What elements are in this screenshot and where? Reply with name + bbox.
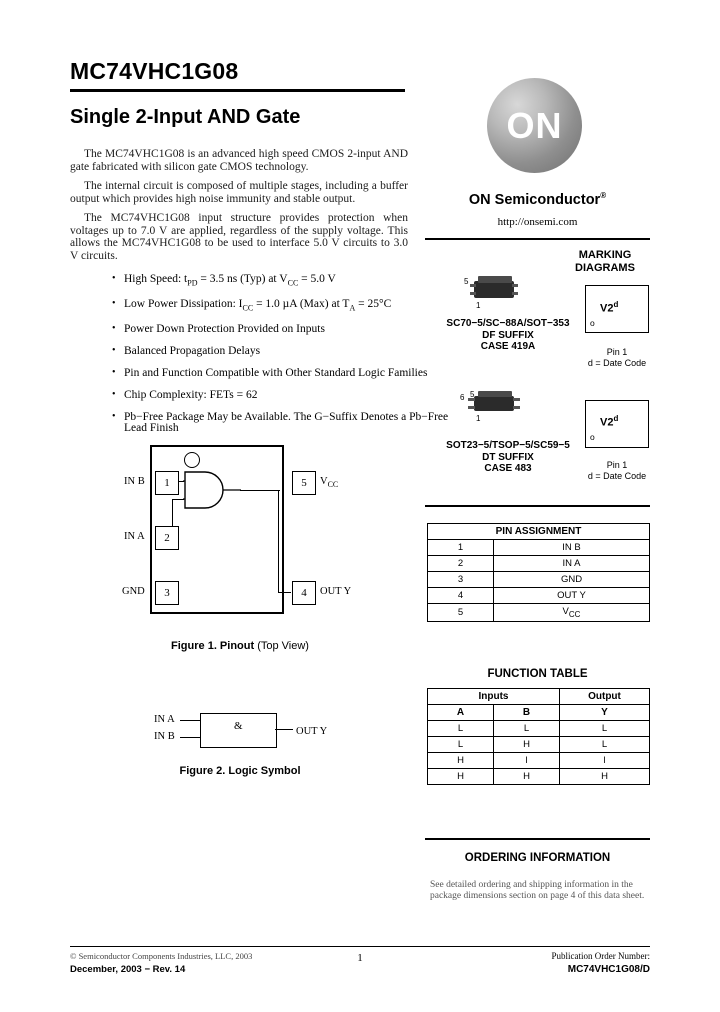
list-item: • Chip Complexity: FETs = 62 (110, 390, 455, 401)
footer-page-number: 1 (357, 952, 363, 964)
logic-label-ina: IN A (154, 714, 175, 725)
function-table-title: FUNCTION TABLE (487, 668, 588, 680)
pkg2-line2: DT SUFFIX (482, 451, 534, 463)
cell-b: H (494, 769, 560, 785)
footer-date-rev: December, 2003 − Rev. 14 (70, 964, 186, 975)
pin-assignment-title: PIN ASSIGNMENT (428, 524, 650, 540)
and-operator-glyph: & (234, 720, 243, 732)
list-item: • Balanced Propagation Delays (110, 346, 455, 357)
marking-heading-line2: DIAGRAMS (575, 262, 635, 274)
pkg2-line3: CASE 483 (484, 463, 532, 474)
pin-assignment-table (427, 523, 650, 622)
pin-label-vcc: $V_{CC}$ (320, 476, 339, 490)
and-gate-icon (183, 468, 243, 513)
cell-b: l (494, 753, 560, 769)
wire-sym-a (180, 720, 200, 721)
features-list (70, 274, 455, 446)
col-header-b: B (494, 705, 560, 721)
list-item: • Pin and Function Compatible with Other Standard Logic Families (110, 368, 455, 379)
brand-url[interactable]: http://onsemi.com (497, 216, 578, 228)
col-header-y: Y (560, 705, 650, 721)
registered-mark: ® (600, 191, 607, 200)
cell-a: L (428, 721, 494, 737)
ordering-information-note: See detailed ordering and shipping information in the package dimensions section on page 4 of this data sheet. (430, 880, 645, 901)
wire-outy-drop (278, 490, 279, 593)
pin-box-1: 1 (155, 471, 179, 495)
cell-y: H (560, 769, 650, 785)
marking-note-1 (572, 347, 662, 369)
wire-ina-seg (172, 499, 184, 500)
pin-box-2: 2 (155, 526, 179, 550)
pin-name: IN A (494, 556, 650, 572)
wire-sym-b (180, 737, 200, 738)
table-row (428, 721, 650, 737)
function-table-inputs-header: Inputs (428, 689, 560, 705)
brand-name (425, 191, 650, 208)
cell-b: L (494, 721, 560, 737)
pkg1-line2: DF SUFFIX (482, 329, 534, 341)
table-header-row (428, 705, 650, 721)
pkg1-line1: SC70−5/SC−88A/SOT−353 (446, 318, 570, 329)
figure-2-caption: Figure 2. Logic Symbol (179, 765, 301, 777)
footer-pub-number: MC74VHC1G08/D (567, 964, 650, 975)
pin-number: 1 (428, 540, 494, 556)
pin-label-ina: IN A (124, 531, 145, 542)
pkg2-pin-top: 5 (470, 390, 475, 399)
divider-1 (425, 238, 650, 240)
figure-1-caption (70, 640, 410, 652)
marking-sub-1: o (590, 318, 595, 328)
title-divider (70, 89, 405, 92)
wire-sym-y (275, 729, 293, 730)
pin-label-gnd: GND (122, 586, 145, 597)
pkg2-line1: SOT23−5/TSOP−5/SC59−5 (446, 440, 570, 451)
wire-outy-top (240, 490, 280, 491)
cell-a: H (428, 769, 494, 785)
ordering-information-title: ORDERING INFORMATION (464, 852, 611, 864)
package-1-name (428, 318, 588, 353)
intro-paragraph-2: The internal circuit is composed of multiple stages, including a buffer output which provides high noise immunity and stable output. (70, 180, 408, 205)
table-header-row (428, 524, 650, 540)
figure-1-caption-rest: (Top View) (257, 640, 309, 652)
divider-3 (425, 838, 650, 840)
pin-number: 2 (428, 556, 494, 572)
intro-paragraph-3: The MC74VHC1G08 input structure provides protection when voltages up to 7.0 V are applied, regardless of the supply voltage. This allows the MC74VHC1G08 to be used to interface 5.0 V circuits to 3.0 V circuits. (70, 212, 408, 262)
cell-y: L (560, 721, 650, 737)
logic-label-inb: IN B (154, 731, 175, 742)
marking-code-1: V2$^d$ (600, 300, 619, 315)
pkg1-note2: d = Date Code (587, 358, 647, 368)
footer-left (70, 950, 370, 976)
brand-name-text: ON Semiconductor (468, 191, 601, 208)
marking-diagrams-heading (560, 249, 650, 275)
divider-2 (425, 505, 650, 507)
footer-pub-label: Publication Order Number: (551, 951, 650, 961)
footer-right (420, 950, 650, 976)
package-2-name (428, 440, 588, 475)
function-table-output-header: Output (560, 689, 650, 705)
pin-name: IN B (494, 540, 650, 556)
pin-label-inb: IN B (124, 476, 145, 487)
pin1-indicator-icon (184, 452, 200, 468)
pin-box-3: 3 (155, 581, 179, 605)
list-item: • Low Power Dissipation: $I_{CC} = 1.0$ µA (Max) at $T_A = 25^\circ C$ (110, 299, 455, 313)
pin-label-outy: OUT Y (320, 586, 352, 597)
pin-box-4: 4 (292, 581, 316, 605)
pkg1-line3: CASE 419A (480, 341, 536, 352)
pin-number: 5 (428, 604, 494, 622)
table-row (428, 769, 650, 785)
function-table (427, 688, 650, 785)
table-row (428, 604, 650, 622)
list-item: • Power Down Protection Provided on Inputs (110, 324, 455, 335)
pin-box-5: 5 (292, 471, 316, 495)
pkg2-note1: Pin 1 (606, 460, 628, 470)
marking-note-2 (572, 460, 662, 482)
table-row (428, 588, 650, 604)
footer-copyright: © Semiconductor Components Industries, LLC, 2003 (70, 951, 253, 961)
table-row (428, 753, 650, 769)
footer-divider (70, 946, 650, 947)
pkg2-pin-bottom: 1 (476, 414, 481, 423)
intro-paragraph-1: The MC74VHC1G08 is an advanced high speed CMOS 2‑input AND gate fabricated with silicon gate CMOS technology. (70, 148, 408, 173)
marking-code-2: V2$^d$ (600, 414, 619, 429)
pkg1-pin-top: 5 (464, 277, 469, 286)
list-item: • Pb−Free Package May be Available. The G−Suffix Denotes a Pb−Free Lead Finish (110, 412, 455, 434)
cell-y: l (560, 753, 650, 769)
pin-name: OUT Y (494, 588, 650, 604)
pkg2-pin-extra: 6 (460, 393, 465, 402)
logic-label-outy: OUT Y (296, 726, 328, 737)
cell-y: L (560, 737, 650, 753)
pkg1-note1: Pin 1 (606, 347, 628, 357)
on-logo-text: ON (506, 104, 563, 146)
table-group-header-row (428, 689, 650, 705)
pin-number: 4 (428, 588, 494, 604)
page-title: MC74VHC1G08 (70, 58, 239, 84)
document-subtitle: Single 2‑Input AND Gate (70, 106, 301, 128)
table-row (428, 737, 650, 753)
pkg2-note2: d = Date Code (587, 471, 647, 481)
table-row (428, 556, 650, 572)
figure-1-caption-bold: Figure 1. Pinout (171, 640, 258, 652)
pin-name: $V_{CC}$ (494, 604, 650, 622)
pkg1-pin-bottom: 1 (476, 301, 481, 310)
wire-outy (278, 592, 291, 593)
table-row (428, 540, 650, 556)
cell-b: H (494, 737, 560, 753)
cell-a: H (428, 753, 494, 769)
marking-heading-line1: MARKING (578, 249, 632, 261)
table-row (428, 572, 650, 588)
cell-a: L (428, 737, 494, 753)
marking-sub-2: o (590, 432, 595, 442)
pin-number: 3 (428, 572, 494, 588)
list-item: • High Speed: $t_{PD} = 3.5$ ns (Typ) at $V_{CC} = 5.0$ V (110, 274, 455, 288)
col-header-a: A (428, 705, 494, 721)
pin-name: GND (494, 572, 650, 588)
